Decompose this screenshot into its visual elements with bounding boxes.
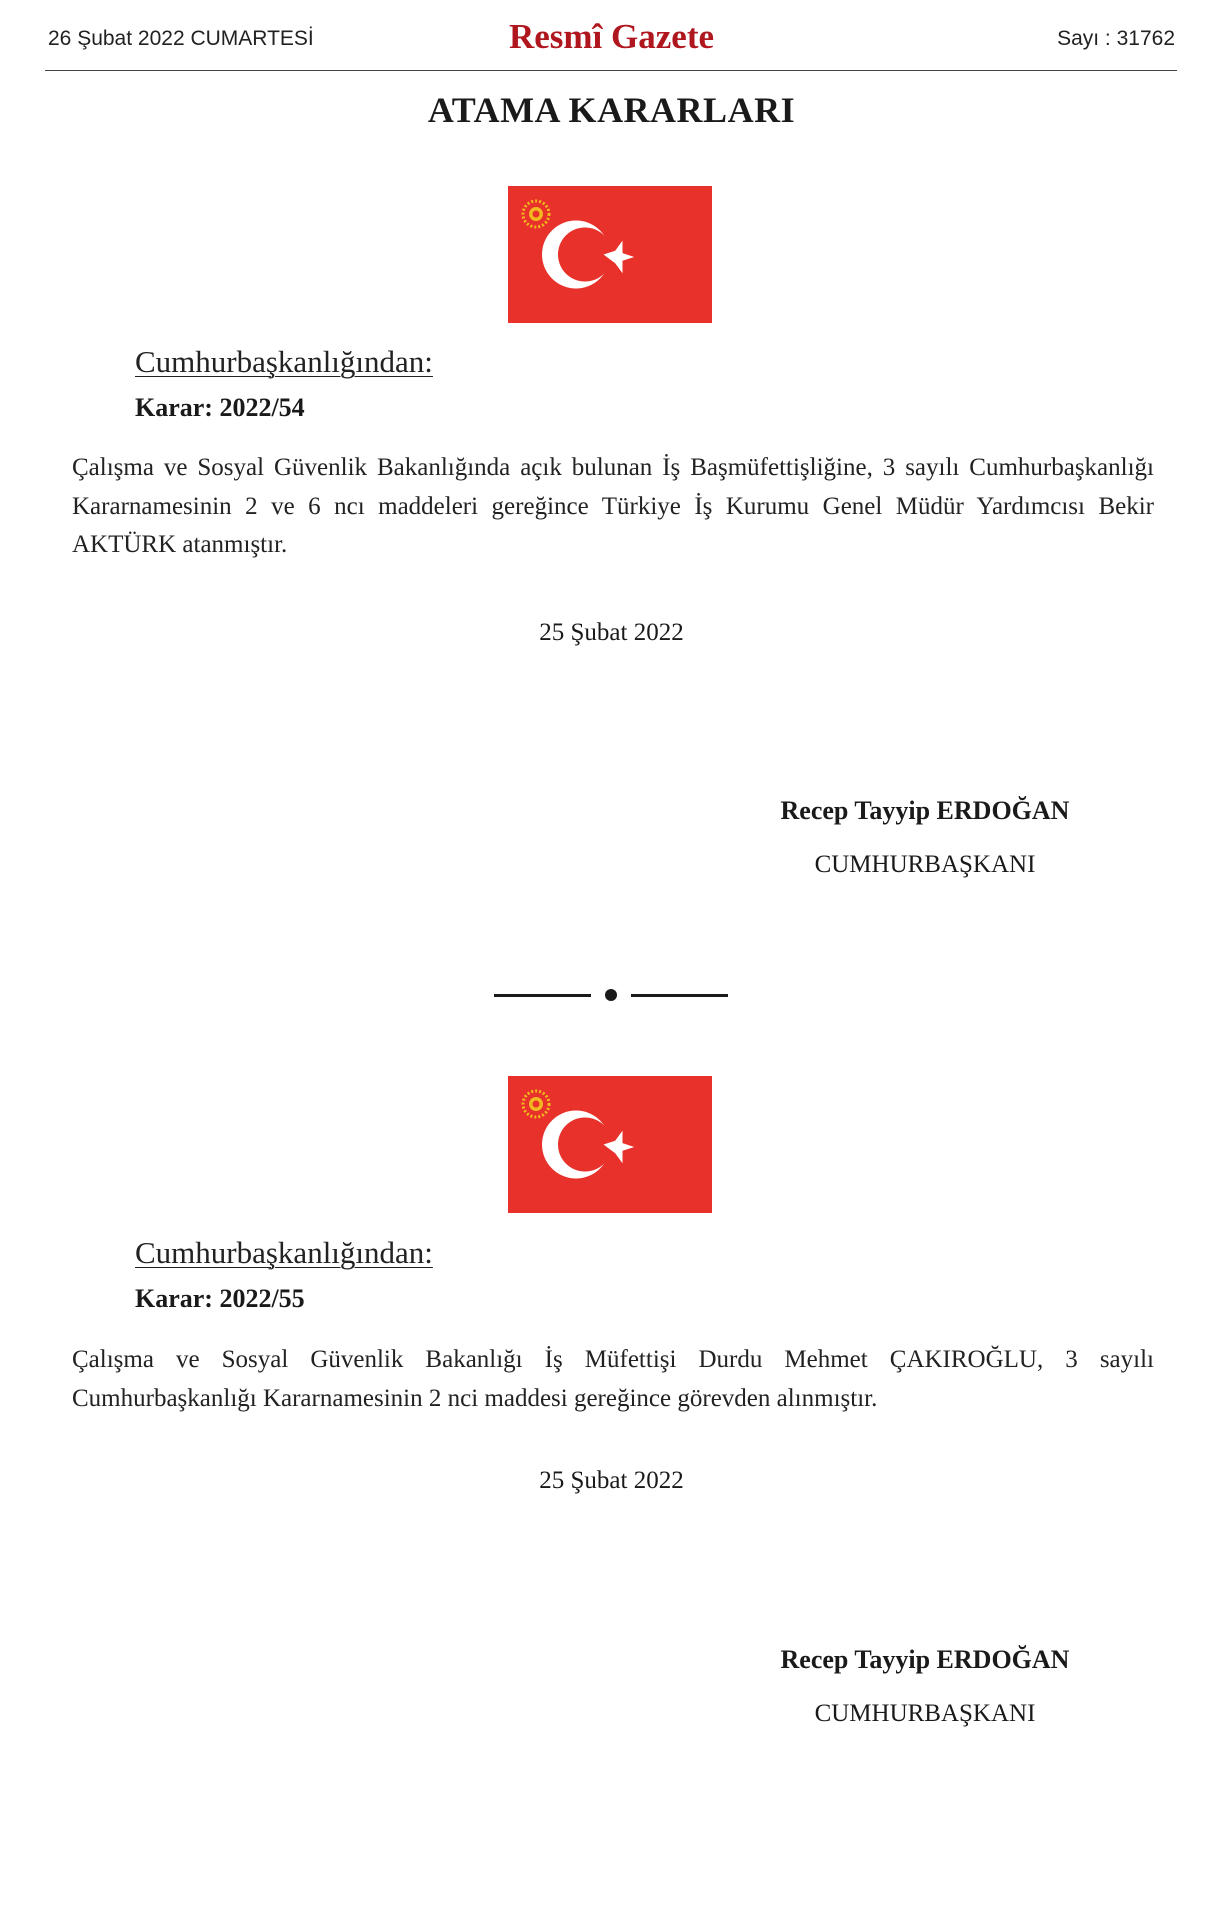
signer-title: CUMHURBAŞKANI xyxy=(814,1700,1036,1727)
gazette-date: 26 Şubat 2022 CUMARTESİ xyxy=(48,27,314,50)
signer-title: CUMHURBAŞKANI xyxy=(814,851,1036,878)
separator-dot xyxy=(605,989,617,1001)
page-title: ATAMA KARARLARI xyxy=(427,90,796,130)
gazette-issue-number: Sayı : 31762 xyxy=(1057,27,1175,50)
separator-line-left xyxy=(494,994,591,997)
decision-date: 25 Şubat 2022 xyxy=(539,619,684,646)
decision-date: 25 Şubat 2022 xyxy=(539,1467,684,1494)
separator-line-right xyxy=(631,994,728,997)
decision-body-text: Çalışma ve Sosyal Güvenlik Bakanlığında açık bulunan İş Başmüfettişliğine, 3 sayılı Cumhurbaşkanlığı Kararnamesinin 2 ve 6 ncı maddeleri gereğince Türkiye İş Kurumu Genel Müdür Yardımcısı Bekir AKTÜRK atanmıştır. xyxy=(72,454,1154,558)
decision-body-text: Çalışma ve Sosyal Güvenlik Bakanlığı İş Müfettişi Durdu Mehmet ÇAKIROĞLU, 3 sayılı Cumhurbaşkanlığı Kararnamesinin 2 nci maddesi gereğince görevden alınmıştır. xyxy=(72,1346,1154,1412)
decision-number: Karar: 2022/55 xyxy=(135,1284,305,1313)
section-separator xyxy=(494,988,728,1000)
decision-number: Karar: 2022/54 xyxy=(135,393,305,422)
header-divider xyxy=(45,70,1177,71)
signer-name: Recep Tayyip ERDOĞAN xyxy=(780,1645,1070,1674)
gazette-title: Resmî Gazete xyxy=(508,17,715,56)
signer-name: Recep Tayyip ERDOĞAN xyxy=(780,796,1070,825)
issuer-heading: Cumhurbaşkanlığından: xyxy=(135,344,433,379)
turkish-flag-icon xyxy=(508,1076,712,1213)
issuer-heading: Cumhurbaşkanlığından: xyxy=(135,1235,433,1270)
turkish-flag-icon xyxy=(508,186,712,323)
